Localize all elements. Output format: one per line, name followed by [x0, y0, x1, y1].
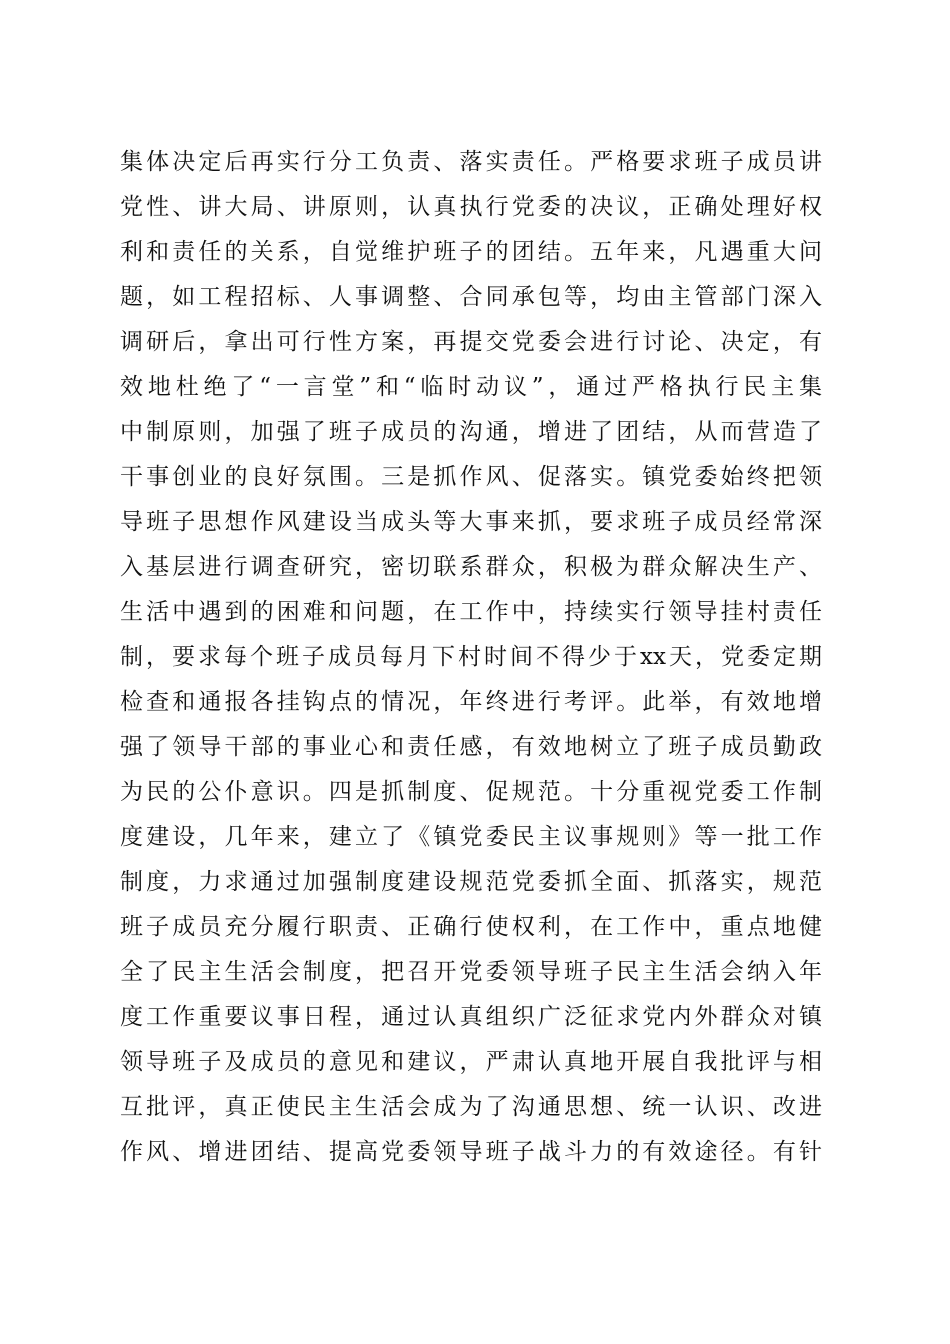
text-line: 入基层进行调查研究，密切联系群众，积极为群众解决生产、	[120, 554, 822, 580]
text-line: 导班子思想作风建设当成头等大事来抓，要求班子成员经常深	[120, 509, 822, 535]
text-line: 度工作重要议事日程，通过认真组织广泛征求党内外群众对镇	[120, 1004, 822, 1030]
text-line: 效地杜绝了“一言堂”和“临时动议”，通过严格执行民主集	[120, 374, 822, 400]
text-line: 作风、增进团结、提高党委领导班子战斗力的有效途径。有针	[120, 1139, 822, 1165]
text-line: 检查和通报各挂钩点的情况，年终进行考评。此举，有效地增	[120, 689, 822, 715]
text-line: 集体决定后再实行分工负责、落实责任。严格要求班子成员讲	[120, 149, 822, 175]
text-line: 度建设，几年来，建立了《镇党委民主议事规则》等一批工作	[120, 824, 822, 850]
text-line: 制度，力求通过加强制度建设规范党委抓全面、抓落实，规范	[120, 869, 822, 895]
text-line: 党性、讲大局、讲原则，认真执行党委的决议，正确处理好权	[120, 194, 822, 220]
text-line: 班子成员充分履行职责、正确行使权利，在工作中，重点地健	[120, 914, 822, 940]
text-line: 调研后，拿出可行性方案，再提交党委会进行讨论、决定，有	[120, 329, 822, 355]
text-line: 干事创业的良好氛围。三是抓作风、促落实。镇党委始终把领	[120, 464, 822, 490]
text-line: 为民的公仆意识。四是抓制度、促规范。十分重视党委工作制	[120, 779, 822, 805]
text-line: 题，如工程招标、人事调整、合同承包等，均由主管部门深入	[120, 284, 822, 310]
body-text	[120, 140, 822, 1175]
text-line: 全了民主生活会制度，把召开党委领导班子民主生活会纳入年	[120, 959, 822, 985]
text-line: 生活中遇到的困难和问题，在工作中，持续实行领导挂村责任	[120, 599, 822, 625]
text-line: 领导班子及成员的意见和建议，严肃认真地开展自我批评与相	[120, 1049, 822, 1075]
text-line: 制，要求每个班子成员每月下村时间不得少于xx天，党委定期	[120, 644, 822, 670]
text-line: 互批评，真正使民主生活会成为了沟通思想、统一认识、改进	[120, 1094, 822, 1120]
text-line: 中制原则，加强了班子成员的沟通，增进了团结，从而营造了	[120, 419, 822, 445]
text-line: 强了领导干部的事业心和责任感，有效地树立了班子成员勤政	[120, 734, 822, 760]
text-line: 利和责任的关系，自觉维护班子的团结。五年来，凡遇重大问	[120, 239, 822, 265]
